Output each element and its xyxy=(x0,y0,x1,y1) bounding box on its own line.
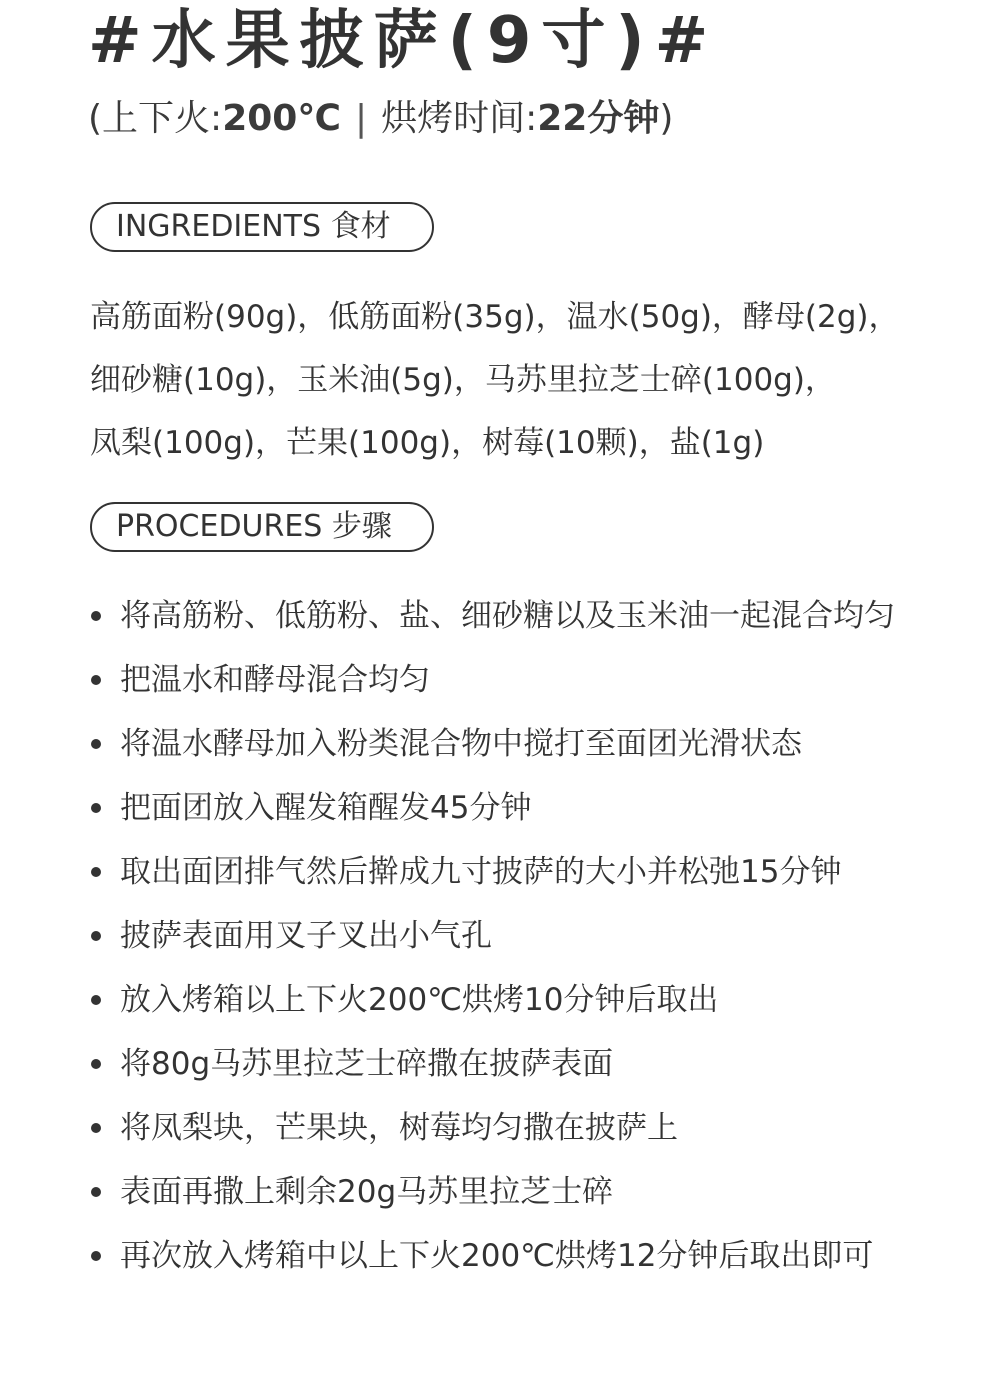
bullet-icon xyxy=(91,1059,101,1069)
recipe-title: #水果披萨(9寸)# xyxy=(88,4,719,78)
heat-value: 200℃ xyxy=(222,98,341,139)
ingredients-list xyxy=(90,286,950,475)
bullet-icon xyxy=(91,1123,101,1133)
procedure-step-text: 把面团放入醒发箱醒发45分钟 xyxy=(120,790,532,826)
time-value: 22分钟 xyxy=(537,98,660,139)
procedure-step xyxy=(90,776,970,840)
procedure-step xyxy=(90,1032,970,1096)
ingredients-line: 细砂糖(10g)，玉米油(5g)，马苏里拉芝士碎(100g)， xyxy=(90,362,836,398)
bullet-icon xyxy=(91,931,101,941)
procedure-step-text: 取出面团排气然后擀成九寸披萨的大小并松弛15分钟 xyxy=(120,854,842,890)
bullet-icon xyxy=(91,1187,101,1197)
procedures-heading: PROCEDURES 步骤 xyxy=(90,502,434,552)
procedure-step xyxy=(90,1096,970,1160)
procedure-step xyxy=(90,648,970,712)
baking-info xyxy=(88,92,673,146)
procedure-step xyxy=(90,968,970,1032)
baking-info-close-paren: ) xyxy=(659,98,674,139)
procedure-step xyxy=(90,712,970,776)
baking-info-open-paren: ( xyxy=(88,98,103,139)
procedure-step xyxy=(90,1160,970,1224)
ingredients-line: 高筋面粉(90g)，低筋面粉(35g)，温水(50g)，酵母(2g)， xyxy=(90,299,900,335)
ingredients-heading: INGREDIENTS 食材 xyxy=(90,202,434,252)
procedure-step-text: 将高筋粉、低筋粉、盐、细砂糖以及玉米油一起混合均匀 xyxy=(120,598,895,634)
procedure-step xyxy=(90,1224,970,1288)
bullet-icon xyxy=(91,995,101,1005)
bullet-icon xyxy=(91,611,101,621)
bullet-icon xyxy=(91,1251,101,1261)
procedure-step xyxy=(90,904,970,968)
time-label: 烘烤时间: xyxy=(381,98,538,139)
procedure-step-text: 放入烤箱以上下火200℃烘烤10分钟后取出 xyxy=(120,982,719,1018)
procedure-step-text: 将凤梨块，芒果块，树莓均匀撒在披萨上 xyxy=(120,1110,678,1146)
bullet-icon xyxy=(91,739,101,749)
heat-label: 上下火: xyxy=(102,98,223,139)
baking-info-separator: | xyxy=(354,98,368,139)
procedure-step xyxy=(90,584,970,648)
bullet-icon xyxy=(91,867,101,877)
procedure-step xyxy=(90,840,970,904)
procedure-step-text: 披萨表面用叉子叉出小气孔 xyxy=(120,918,492,954)
procedure-steps-list xyxy=(90,584,970,1288)
procedure-step-text: 将80g马苏里拉芝士碎撒在披萨表面 xyxy=(120,1046,614,1082)
procedure-step-text: 将温水酵母加入粉类混合物中搅打至面团光滑状态 xyxy=(120,726,802,762)
bullet-icon xyxy=(91,803,101,813)
procedure-step-text: 把温水和酵母混合均匀 xyxy=(120,662,430,698)
procedure-step-text: 表面再撒上剩余20g马苏里拉芝士碎 xyxy=(120,1174,614,1210)
ingredients-line: 凤梨(100g)，芒果(100g)，树莓(10颗)，盐(1g) xyxy=(90,425,765,461)
procedure-step-text: 再次放入烤箱中以上下火200℃烘烤12分钟后取出即可 xyxy=(120,1238,874,1274)
bullet-icon xyxy=(91,675,101,685)
